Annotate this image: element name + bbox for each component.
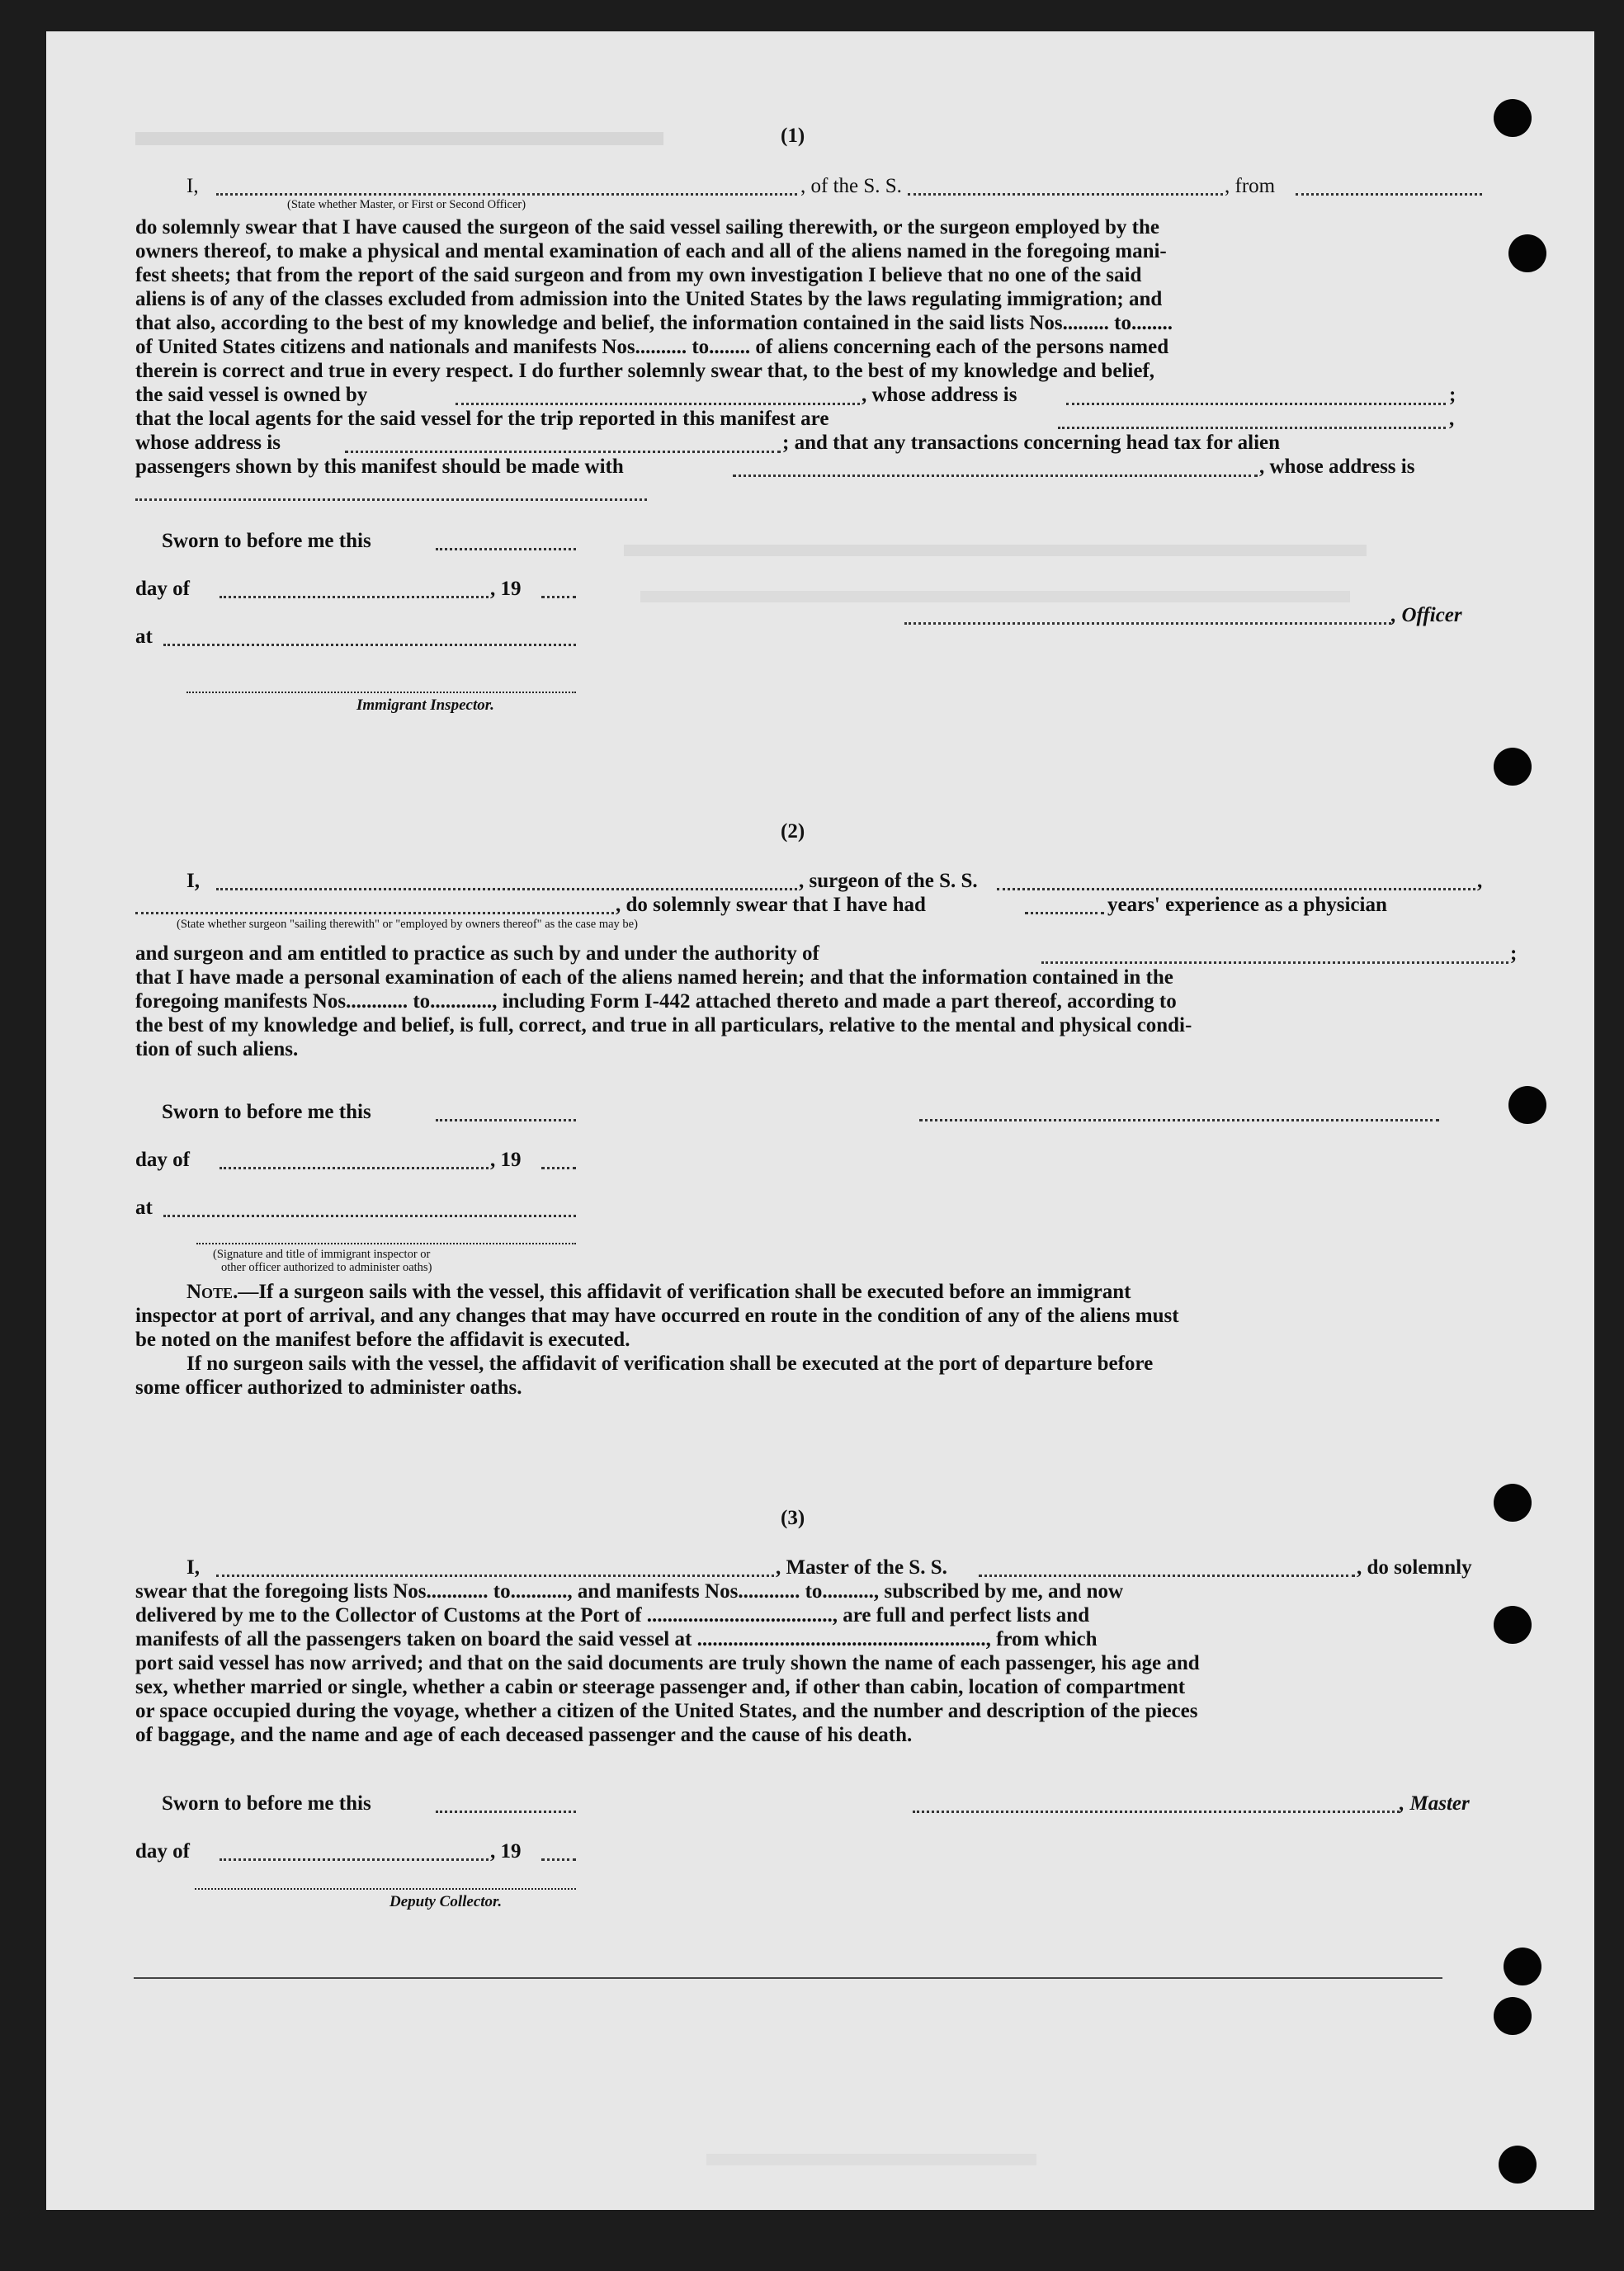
s2-vessel-field[interactable]	[997, 888, 1475, 890]
s2-sworn-day-field[interactable]	[436, 1119, 576, 1121]
s2-signature-note-2: other officer authorized to administer oaths)	[221, 1261, 432, 1274]
punch-hole	[1494, 99, 1532, 137]
s1-owner-address-field[interactable]	[1066, 403, 1446, 405]
s3-para-line: sex, whether married or single, whether a cabin or steerage passenger and, if other than cabin, location of compartment	[135, 1676, 1186, 1698]
s1-whose-address-2: whose address is	[135, 432, 281, 454]
s1-para-line: of United States citizens and nationals and manifests Nos.......... to........ of aliens concerning each of the persons named	[135, 336, 1169, 358]
s3-master-of: , Master of the S. S.	[776, 1556, 947, 1579]
bleed-through-mark	[624, 545, 1367, 556]
s1-head-tax-address-field[interactable]	[135, 498, 647, 501]
s2-para-line: tion of such aliens.	[135, 1038, 299, 1060]
s3-sworn-day-field[interactable]	[436, 1811, 576, 1813]
punch-hole	[1508, 234, 1546, 272]
s1-at-field[interactable]	[163, 644, 576, 646]
s1-officer-label	[1391, 604, 1462, 627]
s2-surgeon-of: , surgeon of the S. S.	[799, 870, 978, 892]
s1-semicolon: ;	[1449, 384, 1456, 406]
s1-immigrant-inspector: Immigrant Inspector.	[356, 696, 494, 714]
s1-para-line: do solemnly swear that I have caused the surgeon of the said vessel sailing therewith, or the surgeon employed by the	[135, 216, 1159, 238]
s2-comma: ,	[1477, 870, 1483, 892]
s2-note-line: be noted on the manifest before the affidavit is executed.	[135, 1329, 630, 1351]
s2-note-text: —If a surgeon sails with the vessel, this affidavit of verification shall be executed before an immigrant	[238, 1281, 1131, 1303]
s1-of-ss: , of the S. S.	[800, 175, 902, 197]
s1-agents-field[interactable]	[1058, 427, 1446, 429]
s1-para-line: fest sheets; that from the report of the said surgeon and from my own investigation I believe that no one of the said	[135, 264, 1142, 286]
s1-owner-field[interactable]	[456, 403, 860, 405]
s3-vessel-field[interactable]	[979, 1575, 1355, 1577]
s2-para-line: foregoing manifests Nos............ to............, including Form I-442 attached thereto and made a part thereof, according to	[135, 990, 1177, 1013]
s2-state-note: (State whether surgeon "sailing therewith" or "employed by owners thereof" as the case may be)	[177, 918, 638, 931]
s1-i: I,	[186, 175, 199, 197]
s1-month-field[interactable]	[220, 596, 489, 598]
s3-i: I,	[186, 1556, 200, 1579]
s2-note-line: some officer authorized to administer oaths.	[135, 1376, 522, 1399]
s2-note-line-1	[186, 1281, 1131, 1304]
section-1-heading: (1)	[781, 125, 805, 147]
s2-note-line: inspector at port of arrival, and any changes that may have occurred en route in the condition of any of the aliens must	[135, 1305, 1179, 1327]
s1-whose-address-3: , whose address is	[1259, 456, 1415, 478]
s2-authority-field[interactable]	[1041, 961, 1508, 964]
s3-do-solemnly: , do solemnly	[1357, 1556, 1472, 1579]
s2-years-field[interactable]	[1025, 912, 1104, 914]
s2-month-field[interactable]	[220, 1167, 489, 1169]
s3-para-line: port said vessel has now arrived; and that on the said documents are truly shown the name of each passenger, his age and	[135, 1652, 1200, 1674]
punch-hole	[1494, 1606, 1532, 1644]
s3-para-line: or space occupied during the voyage, whether a citizen of the United States, and the number and description of the pieces	[135, 1700, 1198, 1722]
s1-para-line: therein is correct and true in every respect. I do further solemnly swear that, to the best of my knowledge and belief,	[135, 360, 1155, 382]
s1-officer-signature-field[interactable]	[904, 622, 1391, 625]
s2-authority: and surgeon and am entitled to practice as such by and under the authority of	[135, 942, 819, 965]
s2-surgeon-type-field[interactable]	[135, 912, 614, 914]
s2-note-label: Note.	[186, 1281, 238, 1303]
s1-officer-name-field[interactable]	[216, 193, 797, 196]
s2-year: , 19	[490, 1149, 522, 1171]
s1-at: at	[135, 626, 153, 648]
punch-hole	[1508, 1086, 1546, 1124]
s3-sworn: Sworn to before me this	[162, 1792, 371, 1815]
punch-hole	[1494, 1484, 1532, 1522]
section-2-heading: (2)	[781, 820, 805, 843]
s3-para-line: of baggage, and the name and age of each deceased passenger and the cause of his death.	[135, 1724, 913, 1746]
s1-head-tax: ; and that any transactions concerning head tax for alien	[782, 432, 1281, 454]
s1-from: , from	[1225, 175, 1276, 197]
bleed-through-mark	[706, 2154, 1036, 2165]
s1-day-of: day of	[135, 578, 190, 600]
s3-master-text: , Master	[1400, 1792, 1470, 1815]
s2-surgeon-name-field[interactable]	[216, 888, 797, 890]
s3-day-of: day of	[135, 1840, 190, 1863]
s3-month-field[interactable]	[220, 1858, 489, 1861]
s2-year-field[interactable]	[541, 1167, 576, 1169]
punch-hole	[1494, 1997, 1532, 2035]
s1-state-note: (State whether Master, or First or Second Officer)	[287, 198, 526, 211]
s2-semicolon: ;	[1510, 942, 1518, 965]
s1-vessel-name-field[interactable]	[908, 193, 1223, 196]
s1-para-line: owners thereof, to make a physical and mental examination of each and all of the aliens named in the foregoing mani-	[135, 240, 1167, 262]
s1-passengers-shown: passengers shown by this manifest should be made with	[135, 456, 624, 478]
s3-year: , 19	[490, 1840, 522, 1863]
punch-hole	[1499, 2146, 1537, 2184]
manifest-form-page	[46, 31, 1594, 2210]
s3-deputy-collector: Deputy Collector.	[389, 1893, 503, 1910]
bottom-rule	[134, 1977, 1442, 1979]
s2-inspector-signature-line[interactable]	[196, 1243, 576, 1244]
s2-years: years' experience as a physician	[1107, 894, 1387, 916]
s1-year-field[interactable]	[541, 596, 576, 598]
s1-owned-by: the said vessel is owned by	[135, 384, 368, 406]
s2-at-field[interactable]	[163, 1215, 576, 1217]
s3-collector-signature-line[interactable]	[195, 1888, 576, 1890]
s2-i: I,	[186, 870, 200, 892]
bleed-through-mark	[640, 591, 1350, 602]
s2-at: at	[135, 1197, 153, 1219]
s3-master-label	[1400, 1792, 1470, 1815]
s1-sworn-day-field[interactable]	[436, 548, 576, 550]
s2-surgeon-signature-field[interactable]	[919, 1119, 1439, 1121]
punch-hole	[1494, 748, 1532, 786]
s1-para-line: that also, according to the best of my knowledge and belief, the information contained in the said lists Nos......... to........	[135, 312, 1173, 334]
s3-para-line: manifests of all the passengers taken on board the said vessel at ........................................................, from which	[135, 1628, 1098, 1650]
s1-whose-address: , whose address is	[862, 384, 1017, 406]
s1-sworn: Sworn to before me this	[162, 530, 371, 552]
s2-day-of: day of	[135, 1149, 190, 1171]
s2-para-line: the best of my knowledge and belief, is full, correct, and true in all particulars, relative to the mental and physical condi-	[135, 1014, 1192, 1036]
bleed-through-mark	[135, 132, 663, 145]
s3-master-name-field[interactable]	[216, 1575, 774, 1577]
s2-note-line: If no surgeon sails with the vessel, the affidavit of verification shall be executed at the port of departure before	[186, 1353, 1154, 1375]
s1-officer-text: , Officer	[1391, 604, 1462, 626]
s3-year-field[interactable]	[541, 1858, 576, 1861]
s1-local-agents: that the local agents for the said vessel for the trip reported in this manifest are	[135, 408, 829, 430]
s1-comma: ,	[1449, 408, 1455, 430]
s2-signature-note-1: (Signature and title of immigrant inspector or	[213, 1248, 431, 1261]
s1-from-field[interactable]	[1296, 193, 1482, 196]
s3-para-line: delivered by me to the Collector of Customs at the Port of ...................................., are full and perfect lists and	[135, 1604, 1090, 1627]
section-3-heading: (3)	[781, 1507, 805, 1529]
s3-para-line: swear that the foregoing lists Nos............ to..........., and manifests Nos............ to.........., subscribed by me, and now	[135, 1580, 1124, 1603]
s2-para-line: that I have made a personal examination of each of the aliens named herein; and that the information contained in the	[135, 966, 1173, 989]
s2-sworn: Sworn to before me this	[162, 1101, 371, 1123]
s2-do-solemnly: , do solemnly swear that I have had	[616, 894, 926, 916]
s1-inspector-signature-line[interactable]	[186, 692, 576, 693]
s1-head-tax-party-field[interactable]	[733, 475, 1258, 477]
s3-master-signature-field[interactable]	[913, 1811, 1400, 1813]
s1-agents-address-field[interactable]	[345, 451, 781, 453]
punch-hole	[1504, 1948, 1541, 1985]
s1-year: , 19	[490, 578, 522, 600]
s1-para-line: aliens is of any of the classes excluded from admission into the United States by the laws regulating immigration; and	[135, 288, 1163, 310]
